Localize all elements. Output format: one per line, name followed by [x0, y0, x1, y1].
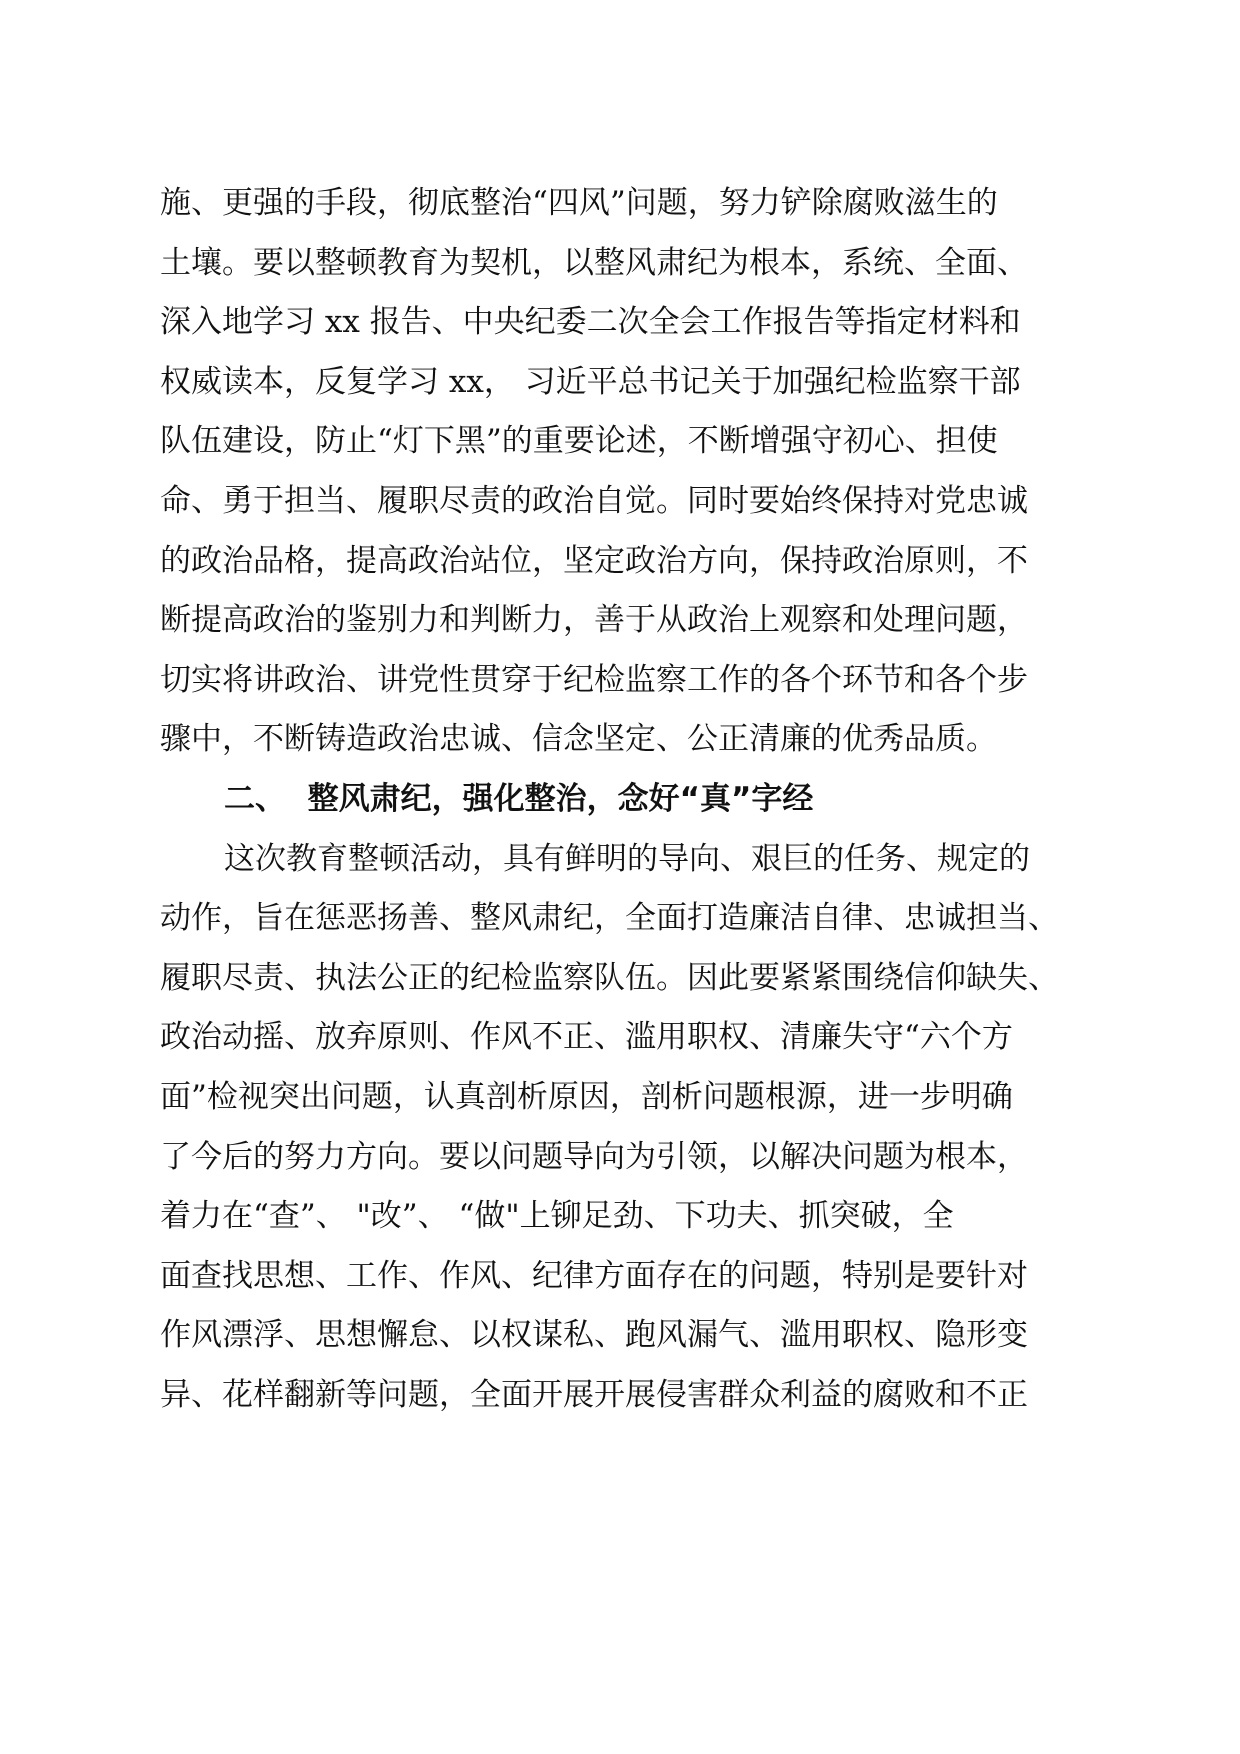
text-line: 切实将讲政治、讲党性贯穿于纪检监察工作的各个环节和各个步 [160, 661, 1028, 698]
text-line: 施、更强的手段，彻底整治“四风”问题，努力铲除腐败滋生的 [160, 185, 998, 221]
text-line: 政治动摇、放弃原则、作风不正、滥用职权、清廉失守“六个方 [160, 1019, 1013, 1056]
text-line: 了今后的努力方向。要以问题导向为引领，以解决问题为根本， [160, 1138, 1028, 1175]
text-line: 权威读本，反复学习 xx， 习近平总书记关于加强纪检监察干部 [160, 363, 1021, 400]
text-line: 的政治品格，提高政治站位，坚定政治方向，保持政治原则，不 [160, 542, 1028, 579]
body-text [160, 174, 1080, 1425]
section-heading: 二、 整风肃纪，强化整治，念好“真”字经 [224, 780, 814, 817]
text-line: 命、勇于担当、履职尽责的政治自觉。同时要始终保持对党忠诚 [160, 482, 1028, 519]
text-line: 骤中，不断铸造政治忠诚、信念坚定、公正清廉的优秀品质。 [160, 721, 997, 758]
text-line: 这次教育整顿活动，具有鲜明的导向、艰巨的任务、规定的 [224, 840, 1030, 877]
text-line: 异、花样翻新等问题，全面开展开展侵害群众利益的腐败和不正 [160, 1376, 1028, 1413]
text-line: 土壤。要以整顿教育为契机，以整风肃纪为根本，系统、全面、 [160, 244, 1028, 281]
text-line: 履职尽责、执法公正的纪检监察队伍。因此要紧紧围绕信仰缺失、 [160, 959, 1059, 996]
text-line: 面”检视突出问题，认真剖析原因，剖析问题根源，进一步明确 [160, 1078, 1013, 1115]
text-line: 作风漂浮、思想懈怠、以权谋私、跑风漏气、滥用职权、隐形变 [160, 1317, 1028, 1354]
text-line: 面查找思想、工作、作风、纪律方面存在的问题，特别是要针对 [160, 1257, 1028, 1294]
text-line: 动作，旨在惩恶扬善、整风肃纪，全面打造廉洁自律、忠诚担当、 [160, 900, 1059, 937]
text-line: 着力在“查”、 "改”、 “做"上铆足劲、下功夫、抓突破，全 [160, 1198, 954, 1235]
text-line: 深入地学习 xx 报告、中央纪委二次全会工作报告等指定材料和 [160, 304, 1021, 341]
text-line: 断提高政治的鉴别力和判断力，善于从政治上观察和处理问题， [160, 602, 1028, 639]
text-line: 队伍建设，防止“灯下黑”的重要论述，不断增强守初心、担使 [160, 423, 998, 460]
